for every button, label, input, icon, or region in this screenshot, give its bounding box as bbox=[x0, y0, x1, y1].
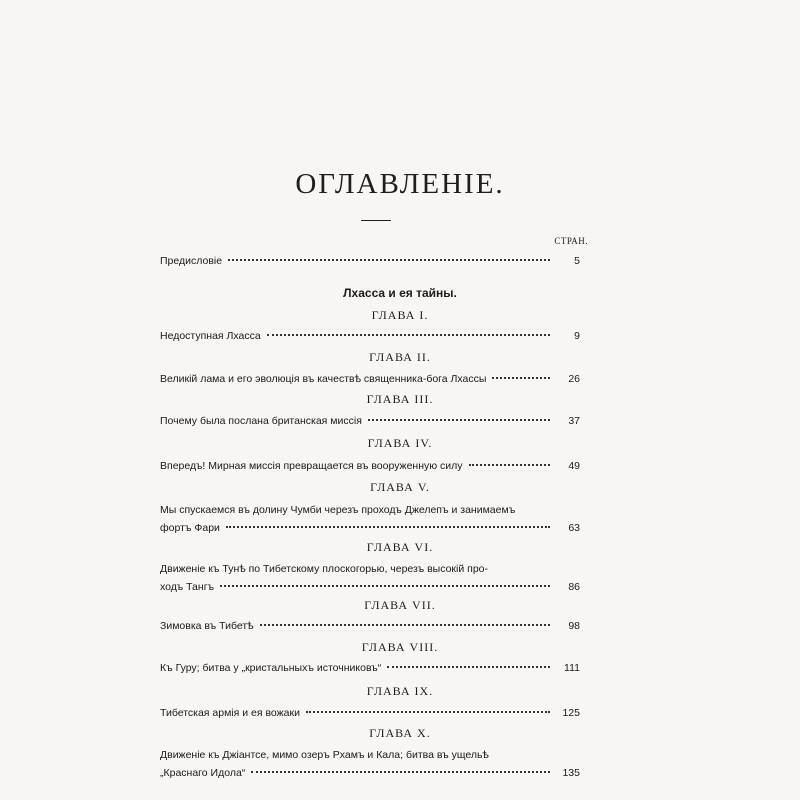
toc-entry bbox=[160, 746, 580, 782]
leader-dots bbox=[267, 334, 550, 336]
toc-entry bbox=[160, 501, 580, 537]
leader-dots bbox=[387, 666, 550, 668]
chapter-heading: ГЛАВА V. bbox=[370, 480, 430, 494]
part-title: Лхасса и ея тайны. bbox=[343, 286, 457, 300]
toc-entry-text: Движеніе къ Джіантсе, мимо озеръ Рхамъ и Кала; битва въ ущельѣ bbox=[160, 749, 489, 761]
leader-dots bbox=[226, 526, 550, 528]
leader-dots bbox=[228, 259, 550, 261]
leader-dots bbox=[260, 624, 550, 626]
toc-page-number: 111 bbox=[564, 662, 580, 674]
toc-entry bbox=[160, 327, 580, 345]
toc-entry-text: Почему была послана британская миссія bbox=[160, 415, 362, 427]
leader-dots bbox=[251, 771, 550, 773]
chapter-heading: ГЛАВА IX. bbox=[366, 684, 434, 698]
toc-entry bbox=[160, 617, 580, 635]
toc-entry bbox=[160, 704, 580, 722]
chapter-heading: ГЛАВА VIII. bbox=[361, 640, 439, 654]
toc-entry bbox=[160, 370, 580, 388]
toc-page-number: 98 bbox=[568, 620, 580, 632]
page-title: ОГЛАВЛЕНІЕ. bbox=[295, 168, 505, 200]
toc-entry-text: Зимовка въ Тибетѣ bbox=[160, 620, 254, 632]
toc-page-number: 63 bbox=[568, 522, 580, 534]
toc-entry-text: Впередъ! Мирная миссія превращается въ вооруженную силу bbox=[160, 460, 463, 472]
toc-entry-text: Недоступная Лхасса bbox=[160, 330, 261, 342]
chapter-heading: ГЛАВА VI. bbox=[366, 540, 434, 554]
toc-page-number: 49 bbox=[568, 460, 580, 472]
toc-page-number: 135 bbox=[562, 767, 580, 779]
toc-entry-text: Великій лама и его эволюція въ качествѣ священника-бога Лхассы bbox=[160, 373, 487, 385]
chapter-heading: ГЛАВА II. bbox=[369, 350, 431, 364]
toc-entry bbox=[160, 457, 580, 475]
toc-page-number: 9 bbox=[574, 330, 580, 342]
toc-entry-text: фортъ Фари bbox=[160, 522, 220, 534]
toc-entry-text: Мы спускаемся въ долину Чумби черезъ проходъ Джелепъ и занимаемъ bbox=[160, 504, 516, 516]
chapter-heading: ГЛАВА IV. bbox=[367, 436, 433, 450]
toc-entry-preface bbox=[160, 252, 580, 270]
toc-page-number: 5 bbox=[574, 255, 580, 267]
title-divider bbox=[361, 220, 391, 221]
toc-entry bbox=[160, 659, 580, 677]
toc-page-number: 125 bbox=[562, 707, 580, 719]
toc-page-number: 26 bbox=[568, 373, 580, 385]
chapter-heading: ГЛАВА III. bbox=[366, 392, 434, 406]
toc-entry bbox=[160, 560, 580, 596]
toc-entry-text: „Краснаго Идола“ bbox=[160, 767, 246, 779]
toc-entry-text: Къ Гуру; битва у „кристальныхъ источниковъ“ bbox=[160, 662, 382, 674]
toc-entry-text: ходъ Тангъ bbox=[160, 581, 215, 593]
chapter-heading: ГЛАВА VII. bbox=[364, 598, 436, 612]
leader-dots bbox=[220, 585, 550, 587]
leader-dots bbox=[368, 419, 550, 421]
toc-entry bbox=[160, 412, 580, 430]
toc-entry-text: Тибетская армія и ея вожаки bbox=[160, 707, 300, 719]
page-column-label: СТРАН. bbox=[554, 236, 588, 246]
chapter-heading: ГЛАВА X. bbox=[369, 726, 431, 740]
leader-dots bbox=[469, 464, 550, 466]
chapter-heading: ГЛАВА I. bbox=[371, 308, 429, 322]
toc-page-number: 86 bbox=[568, 581, 580, 593]
leader-dots bbox=[306, 711, 550, 713]
toc-page-number: 37 bbox=[568, 415, 580, 427]
toc-entry-text: Предисловіе bbox=[160, 255, 223, 267]
toc-entry-text: Движеніе къ Тунѣ по Тибетскому плоскогорью, черезъ высокій про- bbox=[160, 563, 489, 575]
leader-dots bbox=[492, 377, 550, 379]
